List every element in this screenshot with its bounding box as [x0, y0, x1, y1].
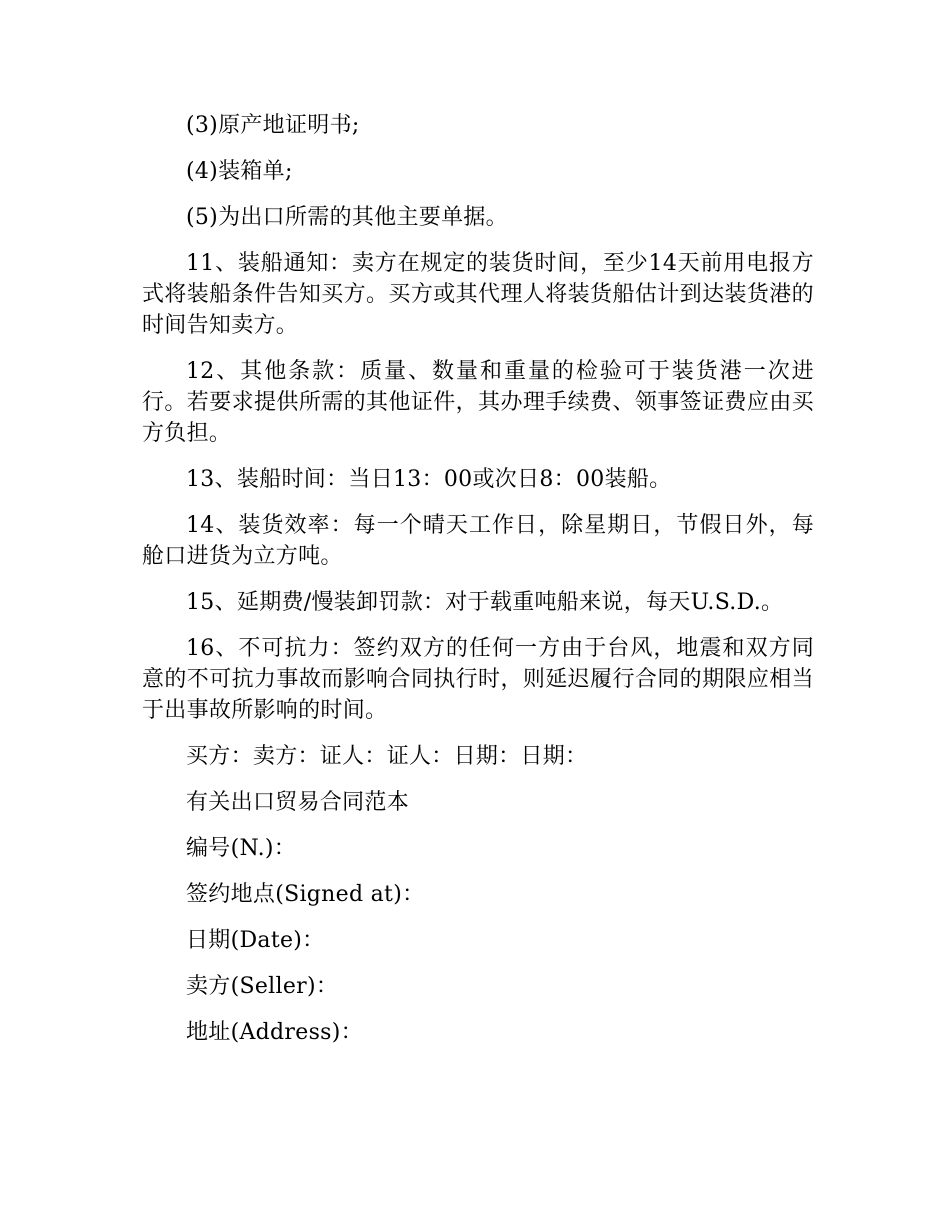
clause-12-other-terms: 12、其他条款：质量、数量和重量的检验可于装货港一次进行。若要求提供所需的其他证件，其办理手续费、领事签证费应由买方负担。 [142, 359, 814, 446]
paragraph-item-5: (5)为出口所需的其他主要单据。 [186, 205, 508, 230]
clause-16-force-majeure: 16、不可抗力：签约双方的任何一方由于台风，地震和双方同意的不可抗力事故而影响合同执行时，则延迟履行合同的期限应相当于出事故所影响的时间。 [142, 636, 814, 723]
clause-15-demurrage: 15、延期费/慢装卸罚款：对于载重吨船来说，每天U.S.D.。 [186, 590, 784, 615]
clause-11-shipping-notice: 11、装船通知：卖方在规定的装货时间，至少14天前用电报方式将装船条件告知买方。买方或其代理人将装货船估计到达装货港的时间告知卖方。 [142, 251, 814, 338]
field-signed-at: 签约地点(Signed at)： [186, 882, 425, 907]
paragraph-item-4: (4)装箱单; [186, 159, 293, 184]
section-title: 有关出口贸易合同范本 [186, 790, 410, 815]
field-seller: 卖方(Seller)： [186, 974, 339, 999]
field-date: 日期(Date)： [186, 928, 325, 953]
field-address: 地址(Address)： [186, 1020, 363, 1045]
paragraph-item-3: (3)原产地证明书; [186, 113, 360, 138]
clause-13-shipping-time: 13、装船时间：当日13：00或次日8：00装船。 [186, 467, 672, 492]
field-number: 编号(N.)： [186, 836, 297, 861]
clause-14-loading-rate: 14、装货效率：每一个晴天工作日，除星期日，节假日外，每舱口进货为立方吨。 [142, 513, 814, 569]
signature-line: 买方：卖方：证人：证人：日期：日期： [186, 744, 588, 769]
document-page [142, 110, 814, 1063]
